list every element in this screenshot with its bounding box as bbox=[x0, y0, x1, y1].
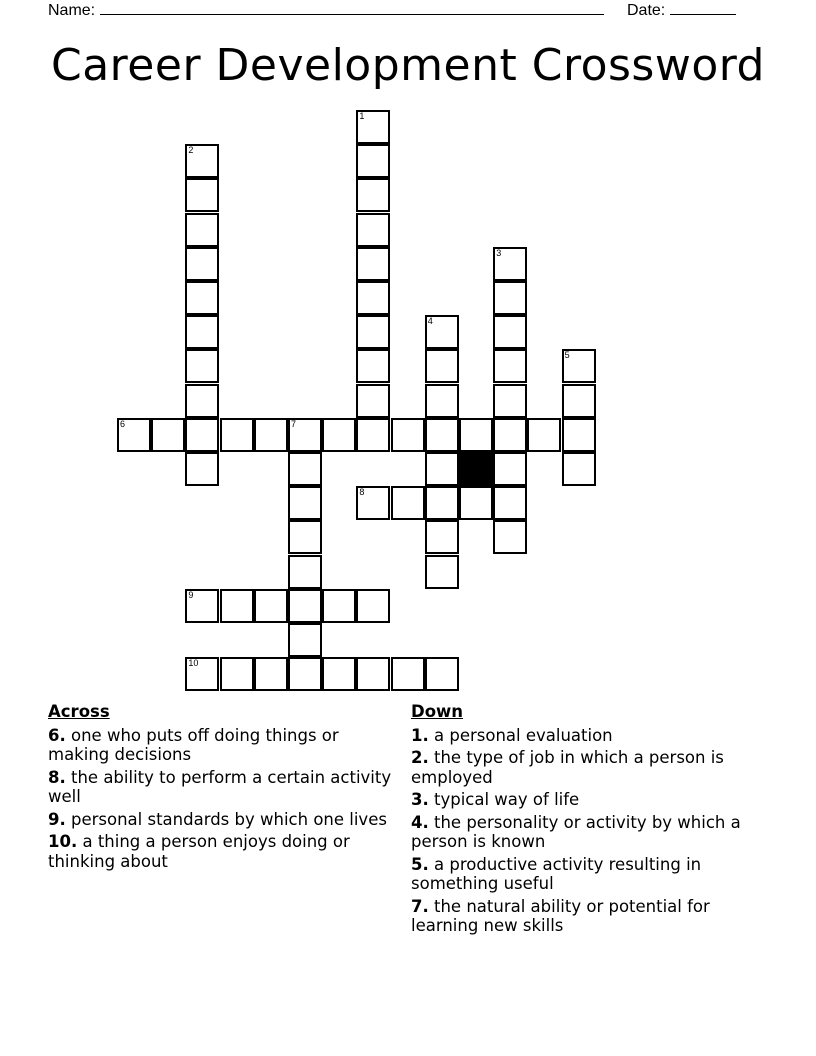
grid-cell[interactable] bbox=[356, 315, 390, 349]
down-clue-list bbox=[411, 726, 756, 936]
grid-cell[interactable] bbox=[151, 418, 185, 452]
grid-cell[interactable] bbox=[493, 418, 527, 452]
grid-cell[interactable] bbox=[288, 520, 322, 554]
down-heading: Down bbox=[411, 702, 464, 721]
grid-cell[interactable] bbox=[185, 349, 219, 383]
clue-num: 7. bbox=[411, 896, 429, 916]
grid-cell[interactable] bbox=[254, 589, 288, 623]
grid-cell[interactable] bbox=[356, 486, 390, 520]
grid-cell[interactable] bbox=[185, 281, 219, 315]
down-clue bbox=[411, 748, 756, 787]
clue-number: 10 bbox=[188, 658, 199, 669]
grid-cell[interactable] bbox=[425, 315, 459, 349]
clue-num: 3. bbox=[411, 790, 429, 809]
grid-cell[interactable] bbox=[185, 452, 219, 486]
clue-text: a personal evaluation bbox=[428, 725, 613, 745]
grid-cell[interactable] bbox=[425, 452, 459, 486]
grid-cell[interactable] bbox=[288, 589, 322, 623]
grid-cell[interactable] bbox=[493, 520, 527, 554]
clue-number: 9 bbox=[188, 589, 194, 600]
grid-cell[interactable] bbox=[356, 589, 390, 623]
across-clue bbox=[48, 726, 393, 765]
clue-text: typical way of life bbox=[428, 790, 580, 809]
down-clues bbox=[411, 702, 756, 939]
clue-text: the ability to perform a certain activity well bbox=[48, 767, 392, 806]
grid-cell[interactable] bbox=[425, 418, 459, 452]
grid-cell[interactable] bbox=[356, 657, 390, 691]
down-clue bbox=[411, 726, 756, 746]
across-clues bbox=[48, 702, 393, 874]
grid-cell[interactable] bbox=[185, 213, 219, 247]
grid-cell[interactable] bbox=[185, 247, 219, 281]
clue-num: 8. bbox=[48, 767, 66, 787]
clue-number: 6 bbox=[120, 418, 126, 429]
black-cell bbox=[459, 452, 493, 486]
clue-number: 2 bbox=[188, 145, 194, 156]
grid-cell[interactable] bbox=[220, 418, 254, 452]
name-label: Name: bbox=[48, 2, 96, 19]
clue-num: 10. bbox=[48, 832, 78, 851]
grid-cell[interactable] bbox=[562, 418, 596, 452]
clue-num: 9. bbox=[48, 809, 66, 829]
grid-cell[interactable] bbox=[356, 384, 390, 418]
clue-number: 4 bbox=[427, 316, 433, 327]
clue-text: the natural ability or potential for learning new skills bbox=[411, 896, 710, 935]
grid-cell[interactable] bbox=[493, 281, 527, 315]
grid-cell[interactable] bbox=[185, 657, 219, 691]
grid-cell[interactable] bbox=[185, 144, 219, 178]
grid-cell[interactable] bbox=[391, 657, 425, 691]
clue-text: one who puts off doing things or making decisions bbox=[48, 725, 339, 764]
grid-cell[interactable] bbox=[185, 178, 219, 212]
clue-number: 7 bbox=[291, 418, 297, 429]
grid-cell[interactable] bbox=[356, 213, 390, 247]
grid-cell[interactable] bbox=[391, 418, 425, 452]
across-heading: Across bbox=[48, 702, 110, 721]
clue-num: 4. bbox=[411, 812, 429, 832]
clue-num: 2. bbox=[411, 748, 429, 767]
clue-number: 8 bbox=[359, 487, 365, 498]
grid-cell[interactable] bbox=[493, 486, 527, 520]
grid-cell[interactable] bbox=[220, 657, 254, 691]
grid-cell[interactable] bbox=[562, 384, 596, 418]
grid-cell[interactable] bbox=[254, 657, 288, 691]
grid-cell[interactable] bbox=[459, 486, 493, 520]
grid-cell[interactable] bbox=[356, 281, 390, 315]
grid-cell[interactable] bbox=[493, 384, 527, 418]
grid-cell[interactable] bbox=[493, 247, 527, 281]
clue-text: a productive activity resulting in something useful bbox=[411, 854, 702, 893]
grid-cell[interactable] bbox=[322, 589, 356, 623]
clue-num: 5. bbox=[411, 854, 429, 874]
grid-cell[interactable] bbox=[391, 486, 425, 520]
grid-cell[interactable] bbox=[185, 384, 219, 418]
grid-cell[interactable] bbox=[493, 349, 527, 383]
grid-cell[interactable] bbox=[288, 418, 322, 452]
grid-cell[interactable] bbox=[185, 589, 219, 623]
clue-number: 3 bbox=[496, 247, 502, 258]
grid-cell[interactable] bbox=[562, 349, 596, 383]
clue-number: 1 bbox=[359, 111, 365, 121]
grid-cell[interactable] bbox=[185, 418, 219, 452]
grid-cell[interactable] bbox=[425, 657, 459, 691]
grid-cell[interactable] bbox=[356, 247, 390, 281]
grid-cell[interactable] bbox=[459, 418, 493, 452]
clue-text: the personality or activity by which a person is known bbox=[411, 812, 741, 851]
grid-cell[interactable] bbox=[220, 589, 254, 623]
across-clue bbox=[48, 768, 393, 807]
grid-cell[interactable] bbox=[322, 657, 356, 691]
clue-num: 6. bbox=[48, 725, 66, 745]
grid-cell[interactable] bbox=[425, 520, 459, 554]
grid-cell[interactable] bbox=[356, 144, 390, 178]
grid-cell[interactable] bbox=[562, 452, 596, 486]
grid-cell[interactable] bbox=[288, 623, 322, 657]
clue-num: 1. bbox=[411, 725, 429, 745]
date-label: Date: bbox=[627, 2, 666, 19]
grid-cell[interactable] bbox=[527, 418, 561, 452]
clue-text: a thing a person enjoys doing or thinking about bbox=[48, 832, 350, 871]
clue-text: personal standards by which one lives bbox=[65, 809, 387, 829]
down-clue bbox=[411, 813, 756, 852]
down-clue bbox=[411, 897, 756, 936]
across-clue-list bbox=[48, 726, 393, 872]
grid-cell[interactable] bbox=[288, 657, 322, 691]
across-clue bbox=[48, 810, 393, 830]
across-clue bbox=[48, 832, 393, 871]
clue-number: 5 bbox=[564, 350, 570, 361]
grid-cell[interactable] bbox=[356, 178, 390, 212]
down-clue bbox=[411, 855, 756, 894]
grid-cell[interactable] bbox=[322, 418, 356, 452]
grid-cell[interactable] bbox=[425, 384, 459, 418]
grid-cell[interactable] bbox=[254, 418, 288, 452]
grid-cell[interactable] bbox=[117, 418, 151, 452]
grid-cell[interactable] bbox=[425, 349, 459, 383]
grid-cell[interactable] bbox=[288, 452, 322, 486]
down-clue bbox=[411, 790, 756, 810]
grid-cell[interactable] bbox=[288, 555, 322, 589]
grid-cell[interactable] bbox=[493, 452, 527, 486]
page-title: Career Development Crossword bbox=[51, 40, 765, 91]
grid-cell[interactable] bbox=[356, 349, 390, 383]
grid-cell[interactable] bbox=[356, 110, 390, 144]
grid-cell[interactable] bbox=[288, 486, 322, 520]
clue-text: the type of job in which a person is employed bbox=[411, 748, 724, 787]
grid-cell[interactable] bbox=[185, 315, 219, 349]
grid-cell[interactable] bbox=[493, 315, 527, 349]
grid-cell[interactable] bbox=[425, 486, 459, 520]
grid-cell[interactable] bbox=[356, 418, 390, 452]
grid-cell[interactable] bbox=[425, 555, 459, 589]
